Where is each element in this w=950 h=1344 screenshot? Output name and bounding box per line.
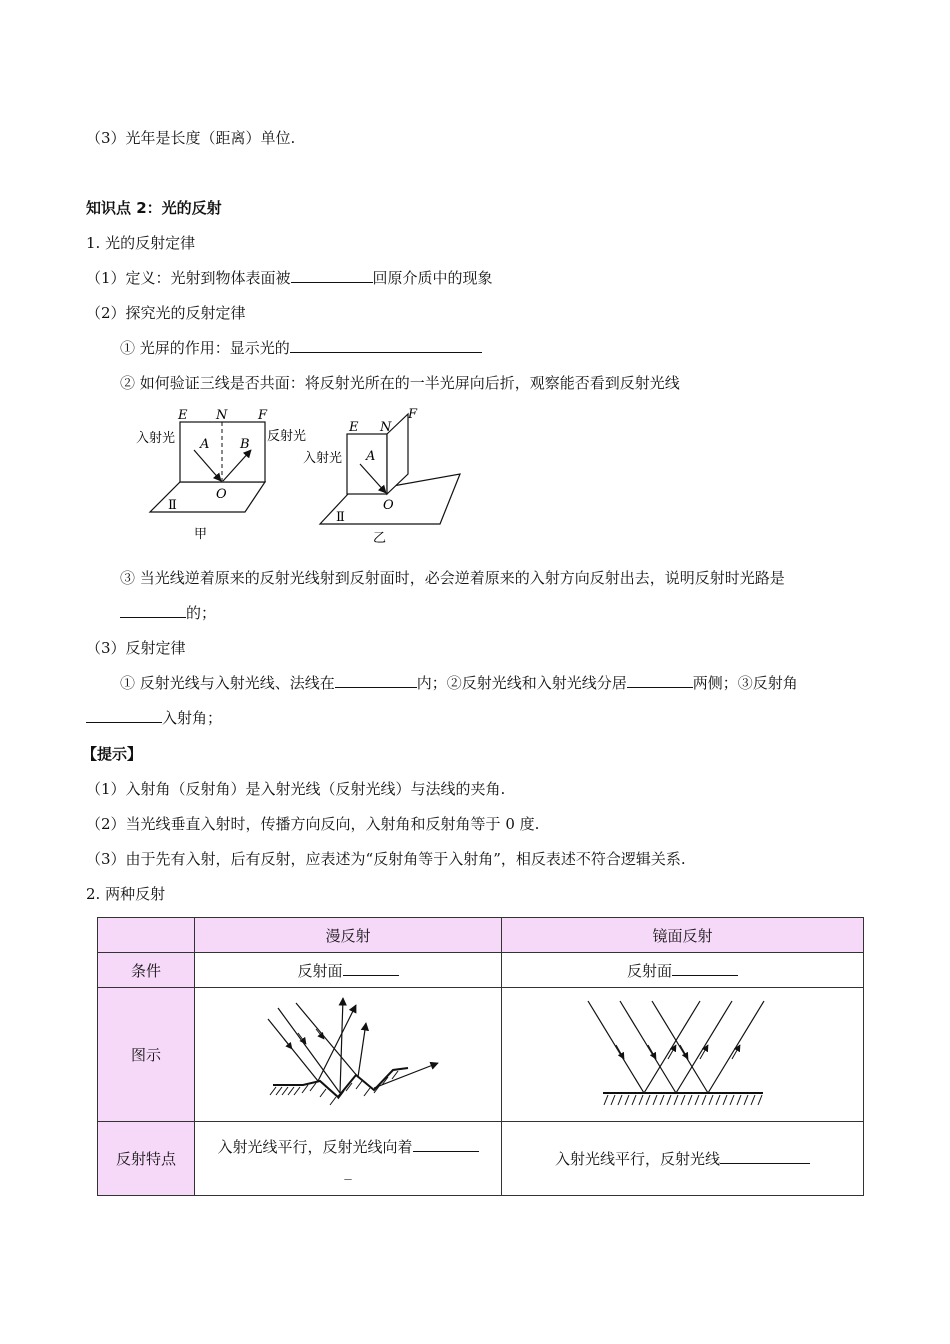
table-corner [98, 918, 195, 953]
cell-condition-diffuse [195, 953, 502, 988]
table-row [98, 953, 864, 988]
header-diffuse: 漫反射 [195, 918, 502, 953]
label-N: N [216, 408, 228, 423]
label-E: E [178, 408, 188, 423]
fill-blank [120, 603, 186, 618]
subsection-reflection-law: 1. 光的反射定律 [86, 234, 196, 252]
label-A: A [200, 437, 210, 452]
experiment-figure-yi [300, 402, 480, 552]
table-row [98, 1122, 864, 1196]
label-N: N [380, 420, 392, 435]
coplanar-line: ② 如何验证三线是否共面：将反射光所在的一半光屏向后折，观察能否看到反射光线 [120, 374, 680, 392]
screen-role-text: ① 光屏的作用：显示光的 [120, 339, 290, 357]
cell-text: 反射面 [297, 961, 343, 980]
cell-diagram-specular [502, 988, 864, 1122]
label-plane-II: Ⅱ [168, 498, 177, 513]
section-heading: 知识点 2：光的反射 [86, 199, 222, 217]
reversibility-line: ③ 当光线逆着原来的反射光线射到反射面时，必会逆着原来的入射方向反射出去，说明反射时光路是 [120, 569, 785, 587]
experiment-figure-jia [130, 402, 310, 552]
label-B: B [240, 437, 250, 452]
label-incident: 入射光 [303, 451, 343, 466]
fill-blank [343, 961, 399, 976]
definition-line [86, 268, 493, 288]
reversibility-end: 的； [186, 604, 217, 622]
fill-blank [86, 708, 162, 723]
cell-feature-specular [502, 1122, 864, 1196]
tip-heading: 【提示】 [82, 745, 143, 763]
cell-text: 反射面 [626, 961, 672, 980]
law-heading: （3）反射定律 [86, 639, 186, 657]
two-reflections-heading: 2. 两种反射 [86, 885, 166, 903]
label-incident: 入射光 [136, 431, 176, 446]
tip-2: （2）当光线垂直入射时，传播方向反向，入射角和反射角等于 0 度. [86, 815, 540, 833]
law-part-4: 入射角； [162, 709, 223, 727]
cell-line [195, 1135, 501, 1159]
fill-blank [290, 338, 482, 353]
specular-reflection-diagram [578, 993, 788, 1113]
law-part-2: 内；②反射光线和入射光线分居 [416, 674, 627, 692]
cell-text: 入射光线平行，反射光线向着 [217, 1137, 413, 1156]
reversibility-line-2 [120, 603, 216, 623]
label-O: O [216, 487, 227, 502]
label-F: F [258, 408, 268, 423]
cell-text: 入射光线平行，反射光线 [554, 1150, 720, 1168]
law-part-3: 两侧；③反射角 [692, 674, 798, 692]
label-reflected: 反射光 [267, 429, 307, 444]
caption-yi: 乙 [373, 531, 387, 546]
label-A: A [366, 449, 376, 464]
tip-3: （3）由于先有入射，后有反射，应表述为“反射角等于入射角”，相反表述不符合逻辑关系. [86, 850, 686, 868]
line-light-year: （3）光年是长度（距离）单位. [86, 129, 296, 147]
diffuse-reflection-diagram [248, 993, 448, 1113]
label-E: E [349, 420, 359, 435]
caption-jia: 甲 [194, 527, 208, 542]
law-part-1: ① 反射光线与入射光线、法线在 [120, 674, 335, 692]
label-O: O [383, 498, 394, 513]
row-label-condition: 条件 [98, 953, 195, 988]
row-label-diagram: 图示 [98, 988, 195, 1122]
fill-blank [627, 673, 693, 688]
definition-text: （1）定义：光射到物体表面被 [86, 269, 291, 287]
cell-condition-specular [502, 953, 864, 988]
table-row [98, 988, 864, 1122]
law-line [120, 673, 798, 693]
table-row [98, 918, 864, 953]
tip-1: （1）入射角（反射角）是入射光线（反射光线）与法线的夹角. [86, 780, 506, 798]
fill-blank [413, 1137, 479, 1152]
law-line-2 [86, 708, 222, 728]
fill-blank [720, 1149, 810, 1164]
fill-blank [335, 673, 417, 688]
screen-role-line [120, 338, 482, 358]
reflection-table [97, 917, 864, 1196]
label-F: F [408, 407, 418, 422]
row-label-feature: 反射特点 [98, 1122, 195, 1196]
cell-diagram-diffuse [195, 988, 502, 1122]
header-specular: 镜面反射 [502, 918, 864, 953]
definition-text-end: 回原介质中的现象 [372, 269, 493, 287]
cell-feature-diffuse [195, 1122, 502, 1196]
explore-heading: （2）探究光的反射定律 [86, 304, 246, 322]
cell-line-2: _ [344, 1161, 352, 1180]
label-plane-II: Ⅱ [336, 510, 345, 525]
fill-blank [672, 961, 738, 976]
fill-blank [291, 268, 373, 283]
